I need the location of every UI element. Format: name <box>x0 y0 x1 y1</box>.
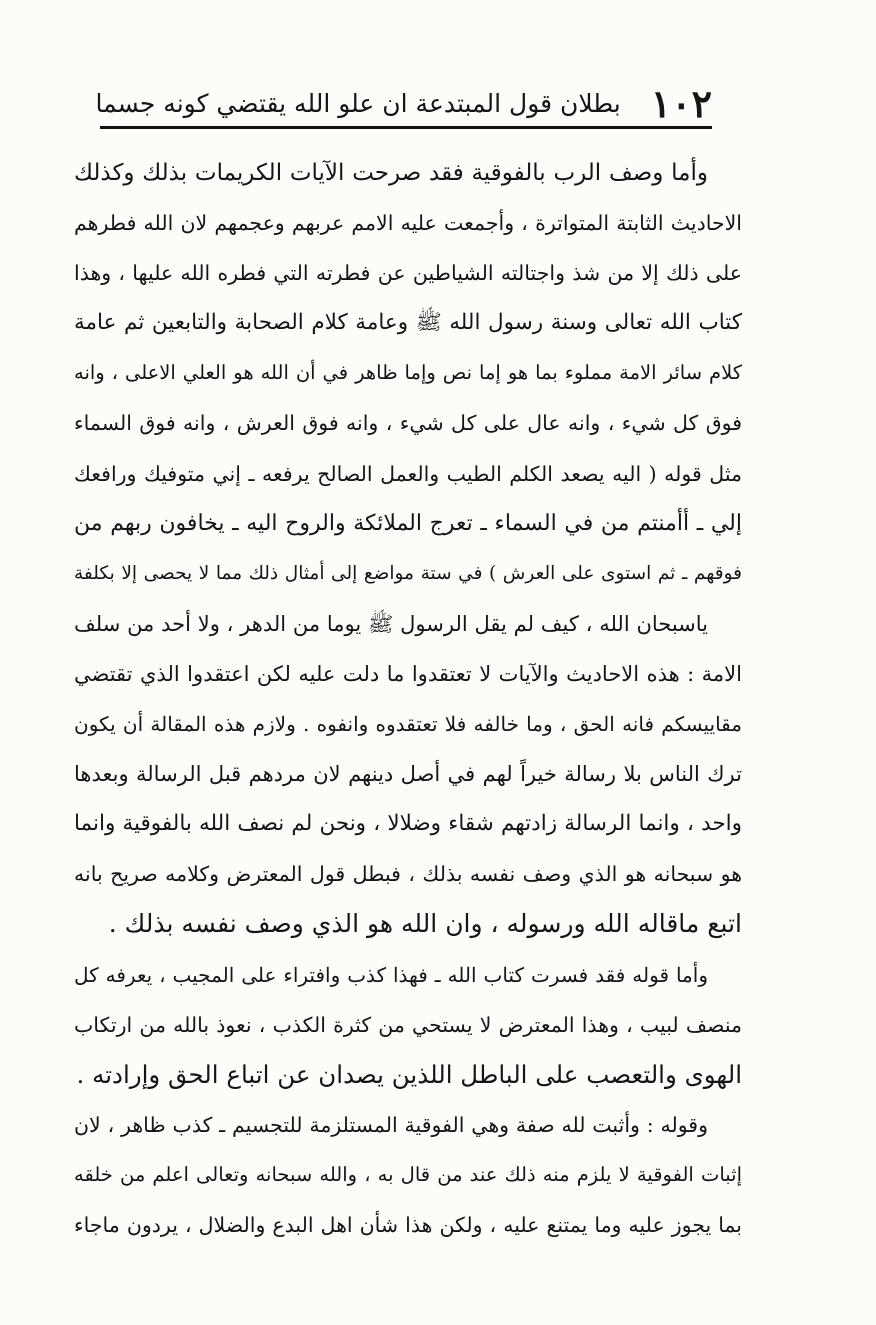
text-line: وأما قوله فقد فسرت كتاب الله ـ فهذا كذب وافتراء على المجيب ، يعرفه كل <box>74 962 708 987</box>
text-line: وقوله : وأثبت لله صفة وهي الفوقية المستلزمة للتجسيم ـ كذب ظاهر ، لان <box>74 1112 708 1137</box>
page-header <box>95 81 712 126</box>
text-line: منصف لبيب ، وهذا المعترض لا يستحي من كثرة الكذب ، نعوذ بالله من ارتكاب <box>74 1012 742 1037</box>
text-line: إلي ـ أأمنتم من في السماء ـ تعرج الملائكة والروح اليه ـ يخافون ربهم من <box>74 510 742 536</box>
page-number: ١٠٢ <box>650 81 712 126</box>
text-line: مثل قوله ( اليه يصعد الكلم الطيب والعمل الصالح يرفعه ـ إني متوفيك ورافعك <box>74 461 742 486</box>
text-line: اتبع ماقاله الله ورسوله ، وان الله هو الذي وصف نفسه بذلك . <box>108 909 742 939</box>
body-text <box>74 148 742 1250</box>
running-head: بطلان قول المبتدعة ان علو الله يقتضي كونه جسما <box>95 89 621 118</box>
text-line: كلام سائر الامة مملوء بما هو إما نص وإما ظاهر في أن الله هو العلي الاعلى ، وانه <box>74 361 742 385</box>
text-line: ترك الناس بلا رسالة خيراً لهم في أصل دينهم لان مردهم قبل الرسالة وبعدها <box>74 762 742 787</box>
text-line: كتاب الله تعالى وسنة رسول الله ﷺ وعامة كلام الصحابة والتابعين ثم عامة <box>74 310 742 336</box>
text-line: إثبات الفوقية لا يلزم منه ذلك عند من قال به ، والله سبحانه وتعالى اعلم من خلقه <box>74 1162 742 1186</box>
text-line: الامة : هذه الاحاديث والآيات لا تعتقدوا ما دلت عليه لكن اعتقدوا الذي تقتضي <box>74 661 742 686</box>
text-line: فوق كل شيء ، وانه عال على كل شيء ، وانه فوق العرش ، وانه فوق السماء <box>74 411 742 436</box>
text-line: الهوى والتعصب على الباطل اللذين يصدان عن اتباع الحق وإرادته . <box>76 1059 742 1089</box>
text-line: هو سبحانه هو الذي وصف نفسه بذلك ، فبطل قول المعترض وكلامه صريح بانه <box>74 862 742 887</box>
text-line: واحد ، وانما الرسالة زادتهم شقاء وضلالا ، ونحن لم نصف الله بالفوقية وانما <box>74 811 742 837</box>
text-line: ياسبحان الله ، كيف لم يقل الرسول ﷺ يوما من الدهر ، ولا أحد من سلف <box>74 611 708 636</box>
header-rule <box>100 126 712 129</box>
text-line: بما يجوز عليه وما يمتنع عليه ، ولكن هذا شأن اهل البدع والضلال ، يردون ماجاء <box>74 1212 742 1237</box>
text-line: الاحاديث الثابتة المتواترة ، وأجمعت عليه الامم عربهم وعجمهم لان الله فطرهم <box>74 211 742 236</box>
text-line: مقاييسكم فانه الحق ، وما خالفه فلا تعتقدوه وانفوه . ولازم هذه المقالة أن يكون <box>74 712 742 737</box>
text-line: فوقهم ـ ثم استوى على العرش ) في ستة مواضع إلى أمثال ذلك مما لا يحصى إلا بكلفة <box>74 562 742 584</box>
text-line: وأما وصف الرب بالفوقية فقد صرحت الآيات الكريمات بذلك وكذلك <box>74 160 708 186</box>
text-line: على ذلك إلا من شذ واجتالته الشياطين عن فطرته التي فطره الله عليها ، وهذا <box>74 261 742 286</box>
